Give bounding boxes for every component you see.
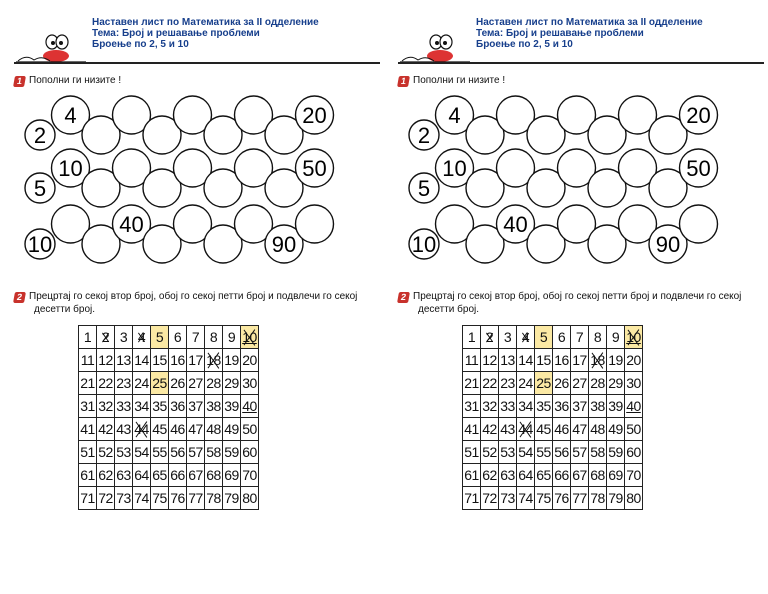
grid-cell: 47 xyxy=(187,418,205,441)
grid-cell: 47 xyxy=(571,418,589,441)
hundred-grid xyxy=(462,325,643,510)
grid-cell: 40 xyxy=(241,395,259,418)
sequence-circle xyxy=(25,229,55,259)
grid-cell: 34 xyxy=(517,395,535,418)
grid-cell: 32 xyxy=(97,395,115,418)
grid-cell: 67 xyxy=(187,464,205,487)
grid-row xyxy=(79,349,259,372)
grid-cell: 65 xyxy=(535,464,553,487)
grid-cell: 50 xyxy=(625,418,643,441)
sequence-circle xyxy=(25,173,55,203)
grid-row xyxy=(463,464,643,487)
grid-cell: 70 xyxy=(625,464,643,487)
grid-cell: 66 xyxy=(169,464,187,487)
grid-cell: 79 xyxy=(223,487,241,510)
sequence-circle xyxy=(296,149,334,187)
grid-cell: 1 xyxy=(79,326,97,349)
sequence-circle xyxy=(409,173,439,203)
grid-cell: 10 xyxy=(625,326,643,349)
grid-cell: 53 xyxy=(115,441,133,464)
grid-cell: 14 xyxy=(133,349,151,372)
grid-cell: 6 xyxy=(553,326,571,349)
grid-cell: 69 xyxy=(223,464,241,487)
grid-cell: 45 xyxy=(151,418,169,441)
grid-cell: 65 xyxy=(151,464,169,487)
grid-cell: 11 xyxy=(463,349,481,372)
sequence-circle xyxy=(680,205,718,243)
grid-cell: 13 xyxy=(499,349,517,372)
grid-row xyxy=(463,349,643,372)
sequence-circles xyxy=(384,0,768,270)
sequence-value: 40 xyxy=(119,212,144,237)
task-1-instruction: Пополни ги низите ! xyxy=(413,75,506,86)
grid-cell: 48 xyxy=(205,418,223,441)
grid-cell: 61 xyxy=(463,464,481,487)
grid-cell: 80 xyxy=(625,487,643,510)
grid-row xyxy=(463,372,643,395)
grid-cell: 63 xyxy=(499,464,517,487)
grid-cell: 3 xyxy=(115,326,133,349)
sequence-circle xyxy=(680,96,718,134)
grid-cell: 22 xyxy=(97,372,115,395)
grid-row xyxy=(79,326,259,349)
grid-cell: 26 xyxy=(553,372,571,395)
grid-cell: 78 xyxy=(205,487,223,510)
sequence-circles xyxy=(0,0,384,270)
grid-cell: 12 xyxy=(481,349,499,372)
grid-cell: 30 xyxy=(625,372,643,395)
sequence-value: 10 xyxy=(442,156,467,181)
grid-cell: 19 xyxy=(607,349,625,372)
grid-cell: 75 xyxy=(151,487,169,510)
grid-row xyxy=(79,441,259,464)
sequence-value: 2 xyxy=(33,123,47,148)
grid-cell: 33 xyxy=(115,395,133,418)
grid-row xyxy=(79,395,259,418)
grid-cell: 59 xyxy=(607,441,625,464)
sequence-circle xyxy=(25,120,55,150)
sequence-value: 90 xyxy=(271,232,297,257)
task-2-instruction: Прецртај го секој втор број, обој го секој петти број и подвлечи го секој xyxy=(413,291,742,302)
grid-cell: 28 xyxy=(589,372,607,395)
sequence-value: 5 xyxy=(33,176,47,201)
grid-cell: 18 xyxy=(205,349,223,372)
grid-cell: 36 xyxy=(169,395,187,418)
grid-cell: 19 xyxy=(223,349,241,372)
grid-cell: 1 xyxy=(463,326,481,349)
grid-row xyxy=(79,418,259,441)
grid-cell: 21 xyxy=(463,372,481,395)
grid-cell: 29 xyxy=(223,372,241,395)
grid-cell: 22 xyxy=(481,372,499,395)
grid-cell: 70 xyxy=(241,464,259,487)
grid-cell: 7 xyxy=(187,326,205,349)
grid-row xyxy=(463,441,643,464)
grid-cell: 4 xyxy=(133,326,151,349)
sequence-value: 5 xyxy=(417,176,431,201)
grid-row xyxy=(463,395,643,418)
worksheet-right xyxy=(384,0,768,594)
grid-cell: 38 xyxy=(205,395,223,418)
grid-cell: 62 xyxy=(97,464,115,487)
sequence-value: 20 xyxy=(302,103,327,128)
grid-cell: 44 xyxy=(517,418,535,441)
grid-cell: 42 xyxy=(97,418,115,441)
grid-cell: 11 xyxy=(79,349,97,372)
grid-row xyxy=(79,464,259,487)
grid-cell: 71 xyxy=(79,487,97,510)
header-topic: Тема: Број и решавање проблеми xyxy=(92,28,260,39)
grid-cell: 5 xyxy=(151,326,169,349)
grid-cell: 23 xyxy=(499,372,517,395)
grid-cell: 63 xyxy=(115,464,133,487)
header-topic: Тема: Број и решавање проблеми xyxy=(476,28,644,39)
header-title: Наставен лист по Математика за II одделение xyxy=(92,17,319,28)
grid-cell: 32 xyxy=(481,395,499,418)
grid-cell: 75 xyxy=(535,487,553,510)
grid-cell: 31 xyxy=(463,395,481,418)
sequence-value: 4 xyxy=(64,103,77,128)
grid-cell: 77 xyxy=(571,487,589,510)
grid-cell: 53 xyxy=(499,441,517,464)
grid-cell: 80 xyxy=(241,487,259,510)
sequence-circle xyxy=(409,120,439,150)
grid-cell: 54 xyxy=(517,441,535,464)
grid-cell: 26 xyxy=(169,372,187,395)
grid-cell: 4 xyxy=(517,326,535,349)
grid-cell: 58 xyxy=(589,441,607,464)
sequence-circle xyxy=(296,96,334,134)
grid-cell: 21 xyxy=(79,372,97,395)
grid-cell: 52 xyxy=(97,441,115,464)
grid-row xyxy=(79,487,259,510)
hundred-grid xyxy=(78,325,259,510)
grid-cell: 67 xyxy=(571,464,589,487)
grid-cell: 12 xyxy=(97,349,115,372)
grid-row xyxy=(463,487,643,510)
grid-cell: 77 xyxy=(187,487,205,510)
grid-cell: 49 xyxy=(607,418,625,441)
grid-cell: 34 xyxy=(133,395,151,418)
grid-cell: 25 xyxy=(151,372,169,395)
grid-cell: 38 xyxy=(589,395,607,418)
grid-cell: 29 xyxy=(607,372,625,395)
grid-cell: 64 xyxy=(517,464,535,487)
grid-cell: 44 xyxy=(133,418,151,441)
grid-cell: 36 xyxy=(553,395,571,418)
grid-cell: 40 xyxy=(625,395,643,418)
grid-cell: 74 xyxy=(517,487,535,510)
grid-cell: 39 xyxy=(607,395,625,418)
task-1-badge: 1 xyxy=(13,76,26,87)
grid-cell: 31 xyxy=(79,395,97,418)
grid-cell: 41 xyxy=(463,418,481,441)
grid-cell: 51 xyxy=(79,441,97,464)
grid-cell: 48 xyxy=(589,418,607,441)
task-2-badge: 2 xyxy=(397,292,410,303)
grid-cell: 49 xyxy=(223,418,241,441)
task-2-instruction-cont: десетти број. xyxy=(34,304,96,315)
grid-cell: 20 xyxy=(241,349,259,372)
grid-cell: 56 xyxy=(169,441,187,464)
sequence-value: 2 xyxy=(417,123,431,148)
grid-cell: 33 xyxy=(499,395,517,418)
grid-cell: 16 xyxy=(169,349,187,372)
grid-cell: 27 xyxy=(187,372,205,395)
grid-row xyxy=(463,326,643,349)
task-2-instruction-cont: десетти број. xyxy=(418,304,480,315)
sequence-circle xyxy=(680,149,718,187)
grid-cell: 17 xyxy=(187,349,205,372)
sequence-value: 10 xyxy=(411,232,437,257)
sequence-value: 50 xyxy=(302,156,327,181)
grid-cell: 24 xyxy=(517,372,535,395)
grid-cell: 45 xyxy=(535,418,553,441)
grid-cell: 6 xyxy=(169,326,187,349)
grid-cell: 20 xyxy=(625,349,643,372)
grid-cell: 66 xyxy=(553,464,571,487)
sequence-value: 20 xyxy=(686,103,711,128)
grid-cell: 17 xyxy=(571,349,589,372)
sequence-value: 4 xyxy=(448,103,461,128)
header-title: Наставен лист по Математика за II одделение xyxy=(476,17,703,28)
grid-cell: 76 xyxy=(553,487,571,510)
grid-cell: 68 xyxy=(205,464,223,487)
grid-cell: 46 xyxy=(169,418,187,441)
grid-cell: 15 xyxy=(535,349,553,372)
grid-cell: 73 xyxy=(115,487,133,510)
sequence-value: 10 xyxy=(27,232,53,257)
grid-cell: 24 xyxy=(133,372,151,395)
grid-cell: 37 xyxy=(187,395,205,418)
grid-cell: 72 xyxy=(481,487,499,510)
grid-cell: 64 xyxy=(133,464,151,487)
grid-cell: 41 xyxy=(79,418,97,441)
grid-cell: 28 xyxy=(205,372,223,395)
grid-cell: 55 xyxy=(535,441,553,464)
grid-cell: 71 xyxy=(463,487,481,510)
task-1-badge: 1 xyxy=(397,76,410,87)
grid-cell: 54 xyxy=(133,441,151,464)
grid-cell: 14 xyxy=(517,349,535,372)
grid-cell: 56 xyxy=(553,441,571,464)
grid-cell: 27 xyxy=(571,372,589,395)
grid-cell: 73 xyxy=(499,487,517,510)
grid-cell: 42 xyxy=(481,418,499,441)
grid-cell: 9 xyxy=(223,326,241,349)
grid-cell: 9 xyxy=(607,326,625,349)
grid-cell: 72 xyxy=(97,487,115,510)
grid-cell: 69 xyxy=(607,464,625,487)
grid-cell: 10 xyxy=(241,326,259,349)
grid-cell: 74 xyxy=(133,487,151,510)
grid-cell: 25 xyxy=(535,372,553,395)
grid-cell: 78 xyxy=(589,487,607,510)
grid-cell: 58 xyxy=(205,441,223,464)
grid-cell: 39 xyxy=(223,395,241,418)
sequence-value: 90 xyxy=(655,232,681,257)
grid-cell: 15 xyxy=(151,349,169,372)
grid-cell: 35 xyxy=(151,395,169,418)
grid-cell: 60 xyxy=(241,441,259,464)
task-1-instruction: Пополни ги низите ! xyxy=(29,75,122,86)
grid-cell: 37 xyxy=(571,395,589,418)
grid-cell: 59 xyxy=(223,441,241,464)
task-2-badge: 2 xyxy=(13,292,26,303)
grid-cell: 8 xyxy=(589,326,607,349)
grid-cell: 2 xyxy=(97,326,115,349)
grid-cell: 52 xyxy=(481,441,499,464)
grid-cell: 2 xyxy=(481,326,499,349)
grid-cell: 43 xyxy=(499,418,517,441)
grid-cell: 5 xyxy=(535,326,553,349)
grid-cell: 57 xyxy=(187,441,205,464)
grid-cell: 43 xyxy=(115,418,133,441)
grid-cell: 3 xyxy=(499,326,517,349)
grid-cell: 68 xyxy=(589,464,607,487)
grid-row xyxy=(79,372,259,395)
grid-cell: 62 xyxy=(481,464,499,487)
sequence-value: 40 xyxy=(503,212,528,237)
grid-cell: 57 xyxy=(571,441,589,464)
grid-cell: 46 xyxy=(553,418,571,441)
grid-cell: 60 xyxy=(625,441,643,464)
grid-cell: 55 xyxy=(151,441,169,464)
grid-cell: 30 xyxy=(241,372,259,395)
grid-cell: 23 xyxy=(115,372,133,395)
sequence-circle xyxy=(296,205,334,243)
grid-cell: 18 xyxy=(589,349,607,372)
grid-cell: 51 xyxy=(463,441,481,464)
grid-cell: 76 xyxy=(169,487,187,510)
task-2-instruction: Прецртај го секој втор број, обој го секој петти број и подвлечи го секој xyxy=(29,291,358,302)
sequence-value: 50 xyxy=(686,156,711,181)
grid-cell: 79 xyxy=(607,487,625,510)
grid-cell: 61 xyxy=(79,464,97,487)
grid-cell: 7 xyxy=(571,326,589,349)
grid-cell: 13 xyxy=(115,349,133,372)
sequence-value: 10 xyxy=(58,156,83,181)
header-subtopic: Броење по 2, 5 и 10 xyxy=(476,39,573,50)
grid-row xyxy=(463,418,643,441)
grid-cell: 50 xyxy=(241,418,259,441)
grid-cell: 35 xyxy=(535,395,553,418)
sequence-circle xyxy=(409,229,439,259)
header-subtopic: Броење по 2, 5 и 10 xyxy=(92,39,189,50)
grid-cell: 8 xyxy=(205,326,223,349)
grid-cell: 16 xyxy=(553,349,571,372)
